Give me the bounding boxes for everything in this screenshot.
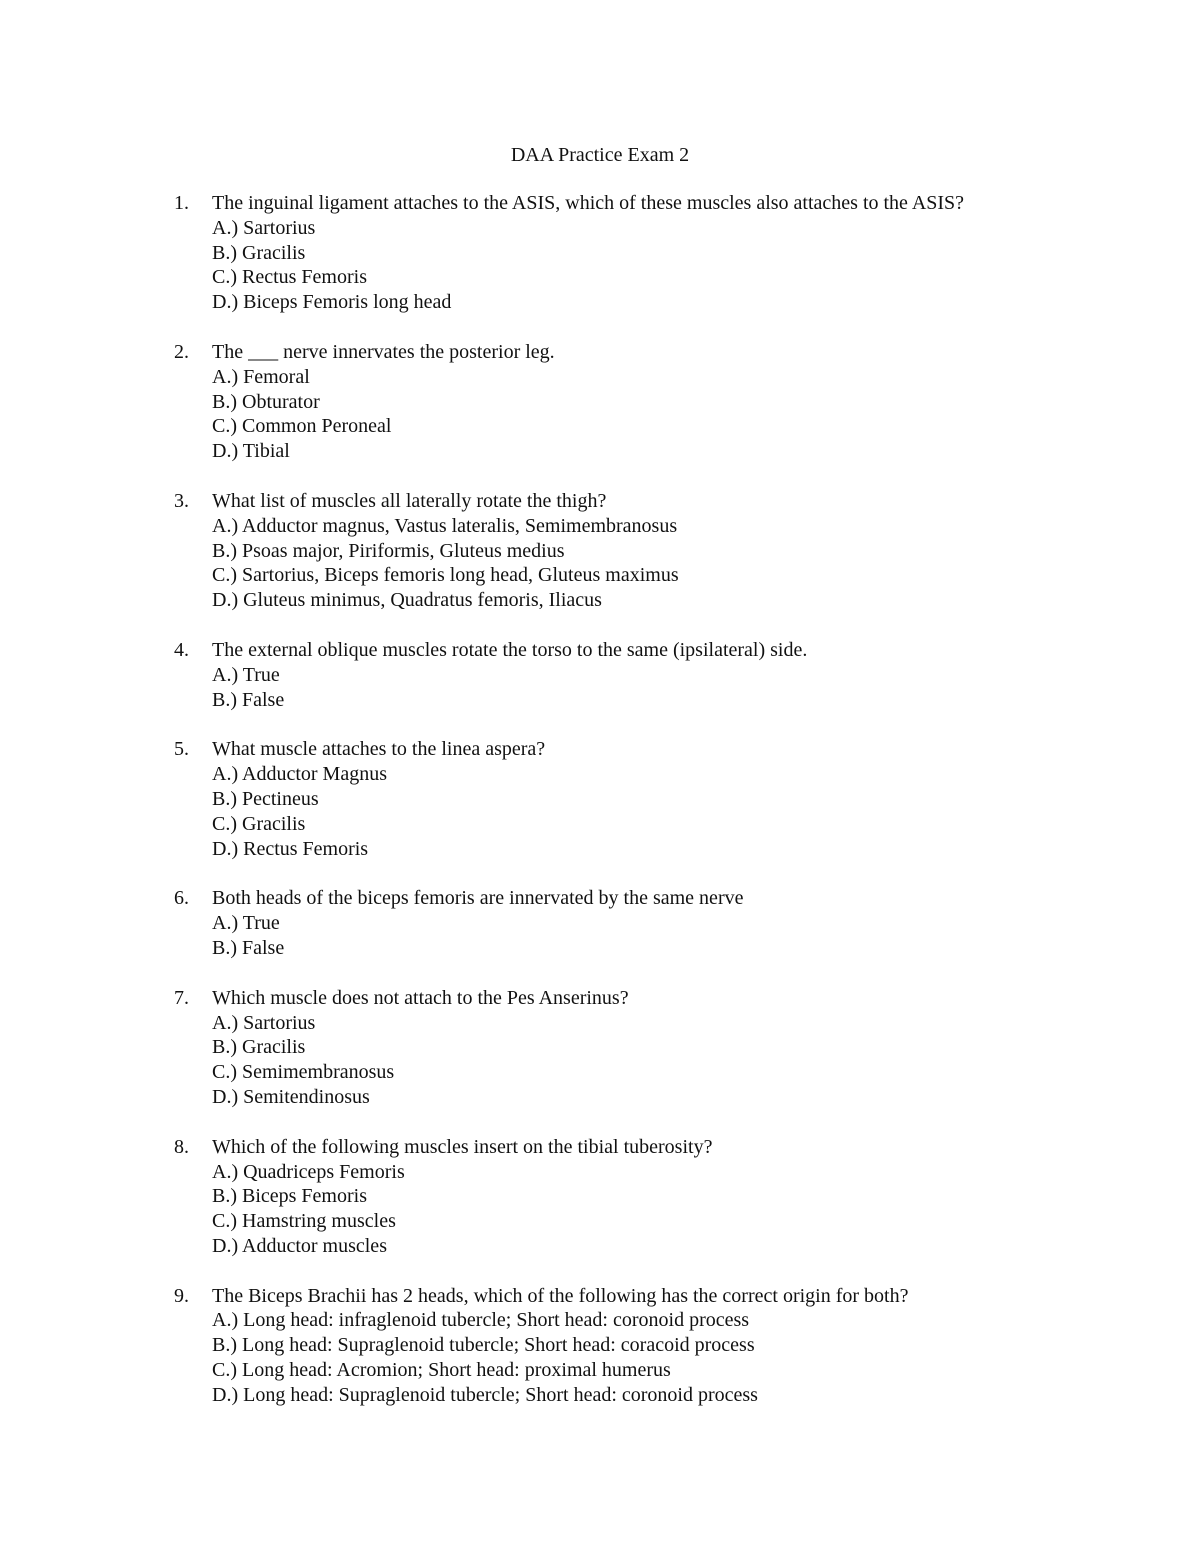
question-number: 6. [174, 887, 189, 910]
answer-options [174, 514, 1134, 613]
answer-option: C.) Rectus Femoris [212, 266, 367, 289]
answer-option: A.) Femoral [212, 365, 310, 388]
answer-option: A.) Adductor Magnus [212, 763, 387, 786]
question-text: Both heads of the biceps femoris are innervated by the same nerve [212, 887, 744, 910]
answer-option: C.) Common Peroneal [212, 415, 392, 438]
answer-option: D.) Gluteus minimus, Quadratus femoris, Iliacus [212, 589, 602, 612]
answer-option: B.) Obturator [212, 390, 320, 413]
answer-options [174, 663, 1134, 713]
answer-option: C.) Semimembranosus [212, 1061, 395, 1084]
answer-option: D.) Long head: Supraglenoid tubercle; Short head: coronoid process [212, 1383, 758, 1406]
answer-option: A.) Quadriceps Femoris [212, 1160, 405, 1183]
question-text: The Biceps Brachii has 2 heads, which of the following has the correct origin for both? [212, 1284, 909, 1307]
answer-option: D.) Rectus Femoris [212, 837, 369, 860]
question-item [174, 986, 1134, 1110]
answer-option: A.) Long head: infraglenoid tubercle; Short head: coronoid process [212, 1309, 750, 1332]
question-item [174, 340, 1134, 464]
answer-option: B.) Psoas major, Piriformis, Gluteus medius [212, 539, 565, 562]
answer-options [174, 1308, 1134, 1407]
answer-option: B.) False [212, 688, 285, 711]
answer-option: B.) Gracilis [212, 241, 306, 264]
question-number: 1. [174, 192, 189, 214]
answer-options [174, 365, 1134, 464]
question-text: Which of the following muscles insert on the tibial tuberosity? [212, 1135, 713, 1158]
answer-option: D.) Adductor muscles [212, 1234, 387, 1257]
question-text: Which muscle does not attach to the Pes Anserinus? [212, 986, 629, 1009]
answer-option: A.) True [212, 912, 280, 935]
answer-option: D.) Semitendinosus [212, 1085, 370, 1108]
page-title: DAA Practice Exam 2 [510, 144, 690, 166]
question-number: 8. [174, 1135, 189, 1158]
answer-option: B.) Biceps Femoris [212, 1185, 367, 1208]
answer-options [174, 216, 1134, 315]
answer-option: A.) True [212, 663, 280, 686]
question-item [174, 737, 1134, 861]
answer-option: C.) Gracilis [212, 812, 306, 835]
question-number: 2. [174, 340, 189, 363]
answer-options [174, 1160, 1134, 1259]
question-list [174, 191, 1134, 1433]
question-item [174, 1284, 1134, 1408]
question-number: 9. [174, 1284, 189, 1307]
question-item [174, 489, 1134, 613]
answer-option: C.) Long head: Acromion; Short head: proximal humerus [212, 1359, 671, 1382]
question-number: 3. [174, 489, 189, 512]
answer-option: A.) Sartorius [212, 1011, 316, 1034]
question-text: What list of muscles all laterally rotate the thigh? [212, 489, 607, 512]
answer-options [174, 762, 1134, 861]
question-number: 4. [174, 638, 189, 661]
answer-option: A.) Sartorius [212, 216, 316, 239]
answer-option: C.) Hamstring muscles [212, 1210, 396, 1233]
answer-option: D.) Biceps Femoris long head [212, 291, 452, 314]
answer-option: B.) Pectineus [212, 787, 319, 810]
question-text: The inguinal ligament attaches to the ASIS, which of these muscles also attaches to the ASIS? [212, 192, 965, 214]
answer-option: C.) Sartorius, Biceps femoris long head, Gluteus maximus [212, 564, 679, 587]
question-item [174, 191, 1134, 315]
question-number: 7. [174, 986, 189, 1009]
answer-options [174, 911, 1134, 961]
question-text: The ___ nerve innervates the posterior leg. [212, 340, 555, 363]
answer-option: B.) Long head: Supraglenoid tubercle; Short head: coracoid process [212, 1334, 755, 1357]
question-number: 5. [174, 738, 189, 761]
answer-options [174, 1011, 1134, 1110]
answer-option: B.) False [212, 936, 285, 959]
question-text: What muscle attaches to the linea aspera? [212, 738, 546, 761]
question-item [174, 638, 1134, 712]
answer-option: D.) Tibial [212, 440, 290, 463]
question-text: The external oblique muscles rotate the torso to the same (ipsilateral) side. [212, 638, 808, 661]
answer-option: A.) Adductor magnus, Vastus lateralis, Semimembranosus [212, 514, 678, 537]
question-item [174, 886, 1134, 960]
answer-option: B.) Gracilis [212, 1036, 306, 1059]
question-item [174, 1135, 1134, 1259]
